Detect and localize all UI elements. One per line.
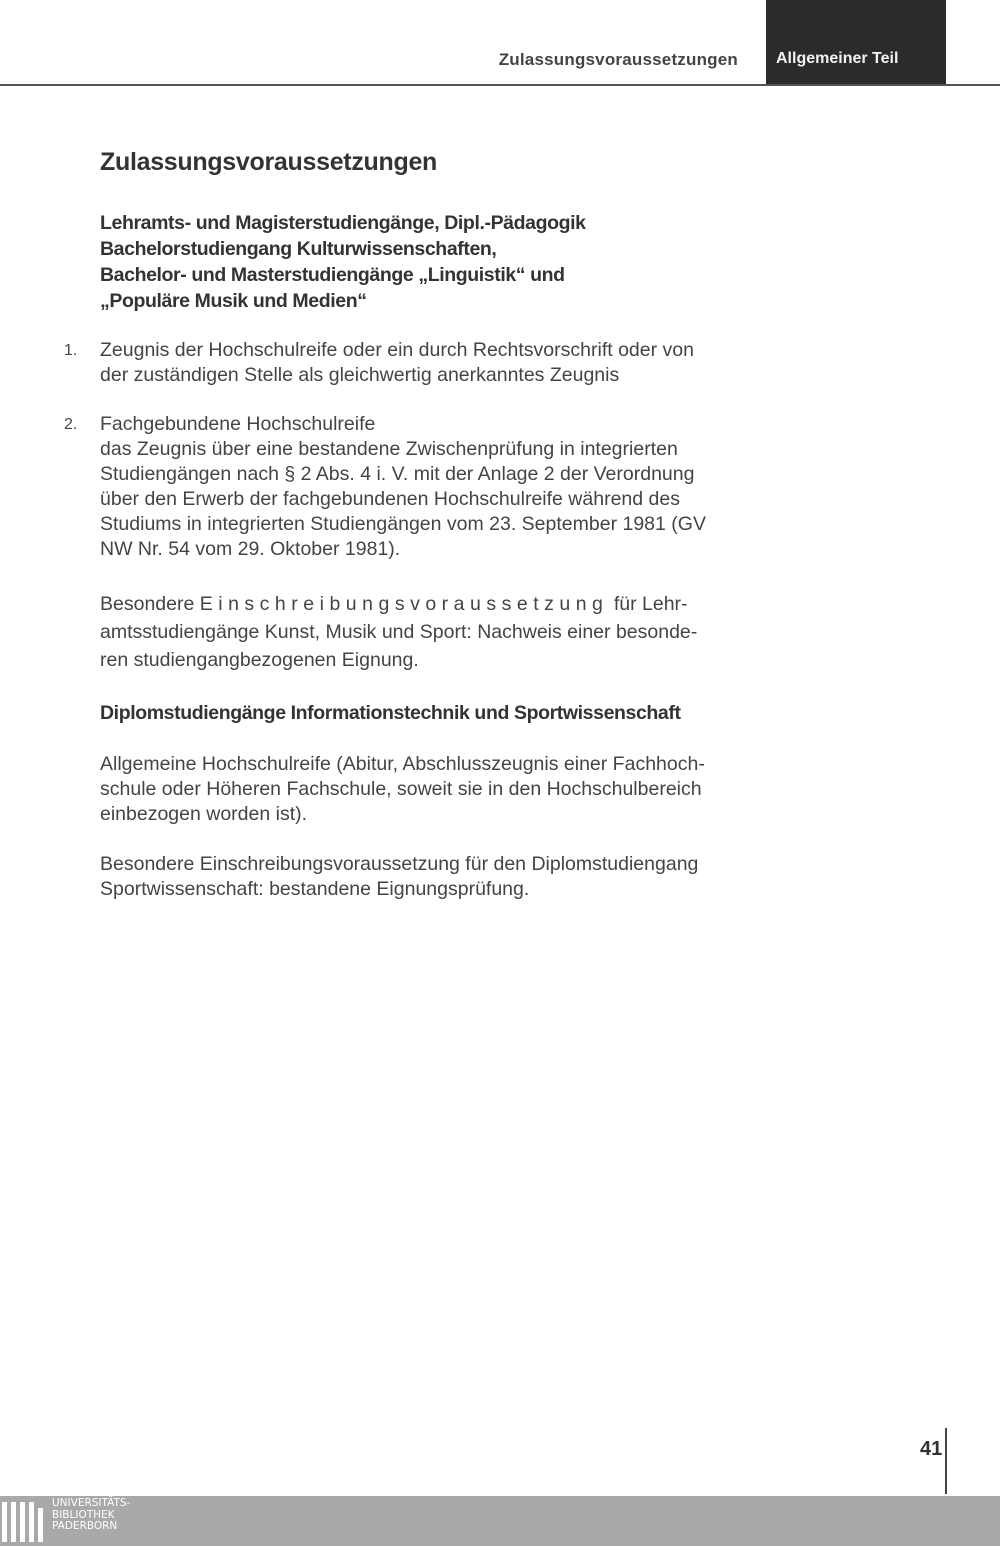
page-number: 41 [920,1438,943,1460]
library-name-line: PADERBORN [52,1520,118,1532]
paragraph-line: schule oder Höheren Fachschule, soweit sie in den Hochschulbereich [100,778,702,800]
note-line-3: ren studiengangbezogenen Eignung. [100,649,419,671]
library-footer [0,1496,1000,1546]
library-name-line: UNIVERSITÄTS- [52,1497,131,1509]
list-item [64,338,740,388]
list-item-number: 2. [64,416,78,433]
note-spaced-word: Einschreibungsvoraussetzung [199,593,609,615]
paragraph-line: einbezogen worden ist). [100,803,308,825]
library-name-line: BIBLIOTHEK [52,1508,115,1521]
list-item-line: NW Nr. 54 vom 29. Oktober 1981). [100,538,401,560]
paragraph-line: Besondere Einschreibungsvoraussetzung für den Diplomstudiengang [100,853,699,875]
list-item-number: 1. [64,342,78,359]
note-line-2: amtsstudiengänge Kunst, Musik und Sport: Nachweis einer besonde- [100,621,698,643]
section1-heading [100,210,740,314]
list-item-line: das Zeugnis über eine bestandene Zwischenprüfung in integrierten [100,438,678,460]
list-item-line: Studiengängen nach § 2 Abs. 4 i. V. mit der Anlage 2 der Verordnung [100,463,695,485]
requirements-list [64,338,740,562]
list-item [64,412,740,562]
page-number-rule [945,1428,947,1494]
library-logo-icon [2,1500,46,1542]
list-item-line: Studiums in integrierten Studiengängen vom 23. September 1981 (GV [100,513,706,535]
running-section-title: Zulassungsvoraussetzungen [498,50,738,69]
header-rule [0,84,1000,86]
section1-heading-line: Bachelor- und Masterstudiengänge „Linguistik“ und [100,264,565,286]
list-item-line: der zuständigen Stelle als gleichwertig anerkanntes Zeugnis [100,364,620,386]
page-header [0,0,1000,90]
running-tab-text: Allgemeiner Teil [776,50,899,67]
note-suffix: für Lehr- [608,593,688,615]
section2-paragraph-2 [100,852,740,902]
main-content [64,140,740,902]
note-prefix: Besondere [100,593,200,615]
page-title: Zulassungsvoraussetzungen [100,148,438,176]
list-item-line: Zeugnis der Hochschulreife oder ein durch Rechtsvorschrift oder von [100,339,694,361]
section1-heading-line: Bachelorstudiengang Kulturwissenschaften, [100,238,497,260]
note-line-1 [100,590,740,618]
section1-heading-line: Lehramts- und Magisterstudiengänge, Dipl.-Pädagogik [100,212,586,234]
section1-heading-line: „Populäre Musik und Medien“ [100,290,367,312]
section2-heading: Diplomstudiengänge Informationstechnik und Sportwissenschaft [100,702,681,724]
library-name [52,1498,130,1533]
running-tab-label [766,0,946,86]
list-item-line: über den Erwerb der fachgebundenen Hochschulreife während des [100,488,680,510]
list-item-line: Fachgebundene Hochschulreife [100,413,376,435]
section2-paragraph-1 [100,752,740,827]
paragraph-line: Sportwissenschaft: bestandene Eignungsprüfung. [100,878,530,900]
paragraph-line: Allgemeine Hochschulreife (Abitur, Abschlusszeugnis einer Fachhoch- [100,753,705,775]
special-requirement-note [100,590,740,674]
